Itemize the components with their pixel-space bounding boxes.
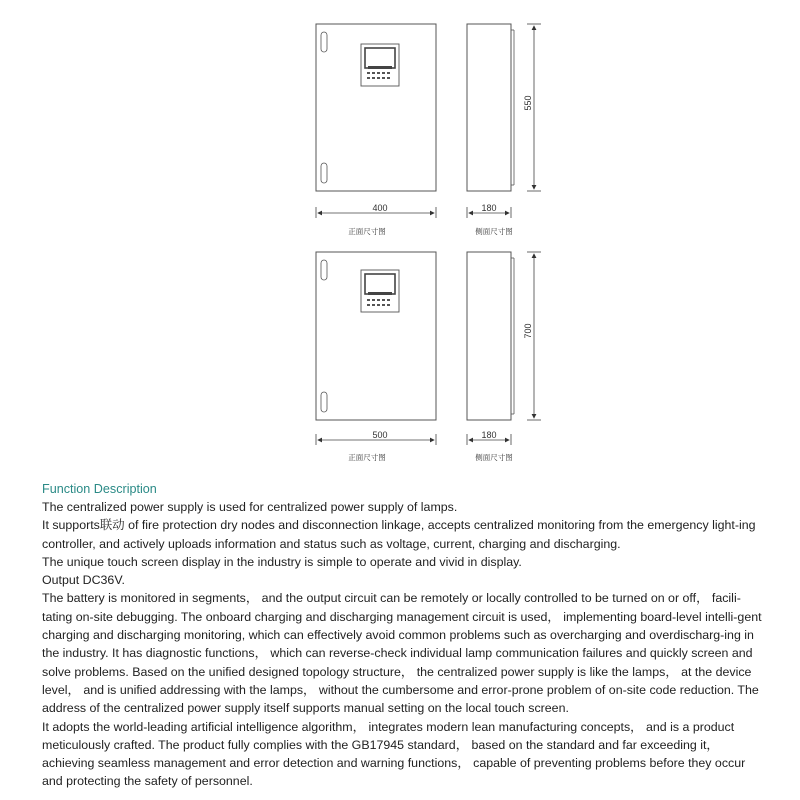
paragraph: The unique touch screen display in the industry is simple to operate and vivid in display. [42,554,522,569]
side-width-label-2: 180 [481,430,497,440]
paragraph: It adopts the world-leading artificial intelligence algorithm， integrates modern lean manufacturing concepts， and is a product meticulously crafted. The product fully complies with the GB17945 standard， based on the standard and far exceeding it， achieving seamless management and error detection and warning functions， capable of preventing problems before they occur and protecting the safety of personnel. [42,719,746,789]
side-caption-2: 侧面尺寸图 [475,453,513,462]
paragraph: Output DC36V. [42,573,125,588]
front-caption-2: 正面尺寸图 [348,453,386,462]
side-caption-1: 侧面尺寸图 [475,227,513,236]
paragraph: The centralized power supply is used for centralized power supply of lamps. [42,500,458,514]
side-view-cabinet-2 [467,252,514,420]
front-view-cabinet-2 [316,252,436,420]
side-width-label-1: 180 [481,203,497,213]
height-label-1: 550 [523,95,533,111]
paragraph: It supports联动 of fire protection dry nodes and disconnection linkage, accepts centralized monitoring from the emergency light-ing controller, and actively uploads information and status such as voltage, current, charging and discharging. [42,518,756,551]
section-title: Function Description [42,482,157,496]
front-width-label-2: 500 [372,430,388,440]
front-view-cabinet-1 [316,24,436,191]
front-width-label-1: 400 [372,203,388,213]
height-label-2: 700 [523,323,533,339]
paragraph: The battery is monitored in segments， and the output circuit can be remotely or locally controlled to be turned on or off， facili-tating on-site debugging. The onboard charging and discharging management circuit is used， implementing board-level intelli-gent charging and discharging monitoring, which can effectively avoid common problems such as overcharging and overdischarg-ing in the industry. It has diagnostic functions， which can reverse-check individual lamp communication failures and quickly screen and solve problems. Based on the unified designed topology structure， the centralized power supply is like the lamps， at the device level， and is unified addressing with the lamps， without the cumbersome and error-prone problem of on-site code reduction. The address of the centralized power supply itself supports manual setting on the local touch screen. [42,591,762,716]
front-caption-1: 正面尺寸图 [348,227,386,236]
function-description [42,480,766,791]
side-view-cabinet-1 [467,24,514,191]
